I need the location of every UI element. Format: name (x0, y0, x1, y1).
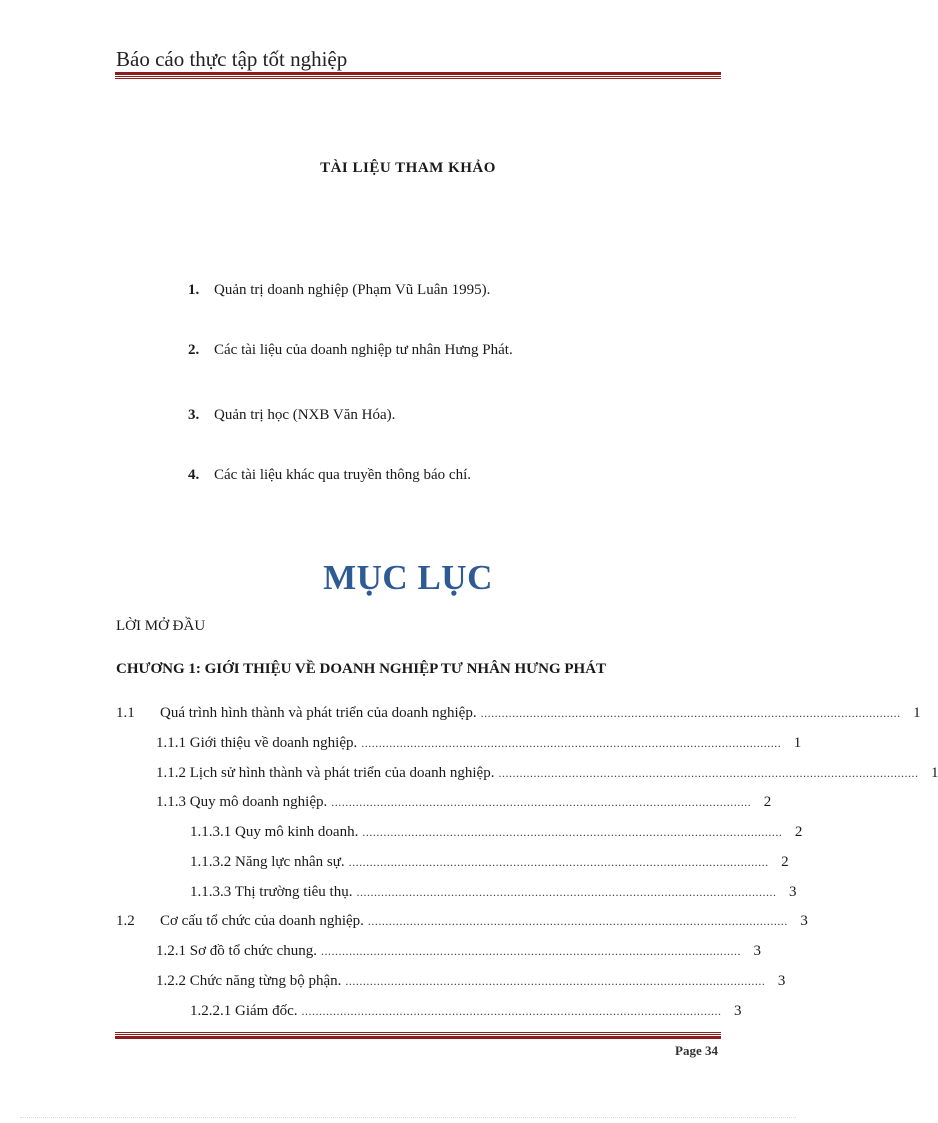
page-header-title: Báo cáo thực tập tốt nghiệp (116, 47, 348, 71)
toc-dot-leader: ........................................................................................................................ (348, 855, 769, 869)
toc-dot-leader: ........................................................................................................................ (301, 1004, 722, 1018)
toc-dot-leader: ........................................................................................................................ (321, 944, 742, 958)
toc-page-number: 3 (733, 1003, 742, 1019)
reference-number: 1. (188, 282, 200, 298)
toc-entry-text: 1.1.1 Giới thiệu về doanh nghiệp. (156, 735, 358, 751)
toc-entry[interactable] (156, 765, 938, 782)
toc-entry-text: 1.1.3.1 Quy mô kinh doanh. (190, 824, 359, 840)
reference-text: Quản trị doanh nghiệp (Phạm Vũ Luân 1995). (214, 282, 491, 298)
toc-section-number: 1.2 (116, 913, 135, 929)
toc-entry[interactable] (190, 824, 803, 841)
footer-page-number: Page 34 (675, 1043, 718, 1058)
toc-entry-text: Cơ cấu tổ chức của doanh nghiệp. (160, 913, 364, 929)
toc-page-number: 3 (753, 943, 762, 959)
toc-page-number: 1 (930, 765, 938, 781)
toc-entry[interactable] (156, 973, 786, 990)
toc-dot-leader: ........................................................................................................................ (367, 914, 788, 928)
toc-chapter-heading: CHƯƠNG 1: GIỚI THIỆU VỀ DOANH NGHIỆP TƯ NHÂN HƯNG PHÁT (116, 661, 607, 677)
toc-page-number: 2 (794, 824, 803, 840)
toc-dot-leader: ........................................................................................................................ (480, 706, 901, 720)
reference-text: Các tài liệu khác qua truyền thông báo chí. (214, 467, 471, 483)
toc-dot-leader: ........................................................................................................................ (331, 795, 752, 809)
toc-dot-leader: ........................................................................................................................ (361, 736, 782, 750)
toc-intro: LỜI MỞ ĐẦU (116, 618, 206, 634)
toc-entry-text: 1.1.3.2 Năng lực nhân sự. (190, 854, 345, 870)
toc-page-number: 2 (781, 854, 789, 870)
toc-page-number: 1 (913, 705, 921, 721)
toc-entry[interactable] (190, 884, 797, 901)
toc-entry[interactable] (156, 794, 772, 811)
reference-item (188, 342, 513, 359)
reference-item (188, 407, 395, 424)
toc-entry[interactable] (116, 705, 921, 722)
toc-page-number: 3 (788, 884, 797, 900)
reference-item (188, 282, 490, 299)
reference-text: Các tài liệu của doanh nghiệp tư nhân Hưng Phát. (214, 342, 513, 358)
toc-entry[interactable] (190, 854, 789, 871)
toc-entry-text: 1.2.1 Sơ đồ tổ chức chung. (156, 943, 318, 959)
toc-dot-leader: ........................................................................................................................ (356, 885, 777, 899)
reference-text: Quản trị học (NXB Văn Hóa). (214, 407, 396, 423)
toc-heading: MỤC LỤC (323, 558, 493, 597)
toc-entry-text: 1.1.3.3 Thị trường tiêu thụ. (190, 884, 353, 900)
toc-page-number: 1 (793, 735, 802, 751)
toc-entry-text: 1.2.2 Chức năng từng bộ phận. (156, 973, 342, 989)
toc-page-number: 2 (763, 794, 772, 810)
toc-dot-leader: ........................................................................................................................ (345, 974, 766, 988)
toc-entry[interactable] (190, 1003, 742, 1020)
toc-entry-text: 1.1.2 Lịch sử hình thành và phát triển của doanh nghiệp. (156, 765, 495, 781)
toc-entry-text: 1.2.2.1 Giám đốc. (190, 1003, 298, 1019)
toc-dot-leader: ........................................................................................................................ (362, 825, 783, 839)
toc-entry[interactable] (156, 735, 802, 752)
toc-entry-text: Quá trình hình thành và phát triển của doanh nghiệp. (160, 705, 477, 721)
toc-section-number: 1.1 (116, 705, 135, 721)
reference-number: 2. (188, 342, 200, 358)
toc-entry[interactable] (156, 943, 762, 960)
page-edge-divider (20, 1117, 796, 1118)
reference-item (188, 467, 471, 484)
header-divider (115, 72, 721, 80)
toc-entry-text: 1.1.3 Quy mô doanh nghiệp. (156, 794, 328, 810)
toc-entry[interactable] (116, 913, 808, 930)
reference-number: 4. (188, 467, 200, 483)
references-heading: TÀI LIỆU THAM KHẢO (320, 160, 496, 176)
footer-divider (115, 1032, 721, 1040)
toc-page-number: 3 (800, 913, 808, 929)
toc-dot-leader: ........................................................................................................................ (498, 766, 919, 780)
toc-page-number: 3 (777, 973, 786, 989)
reference-number: 3. (188, 407, 200, 423)
